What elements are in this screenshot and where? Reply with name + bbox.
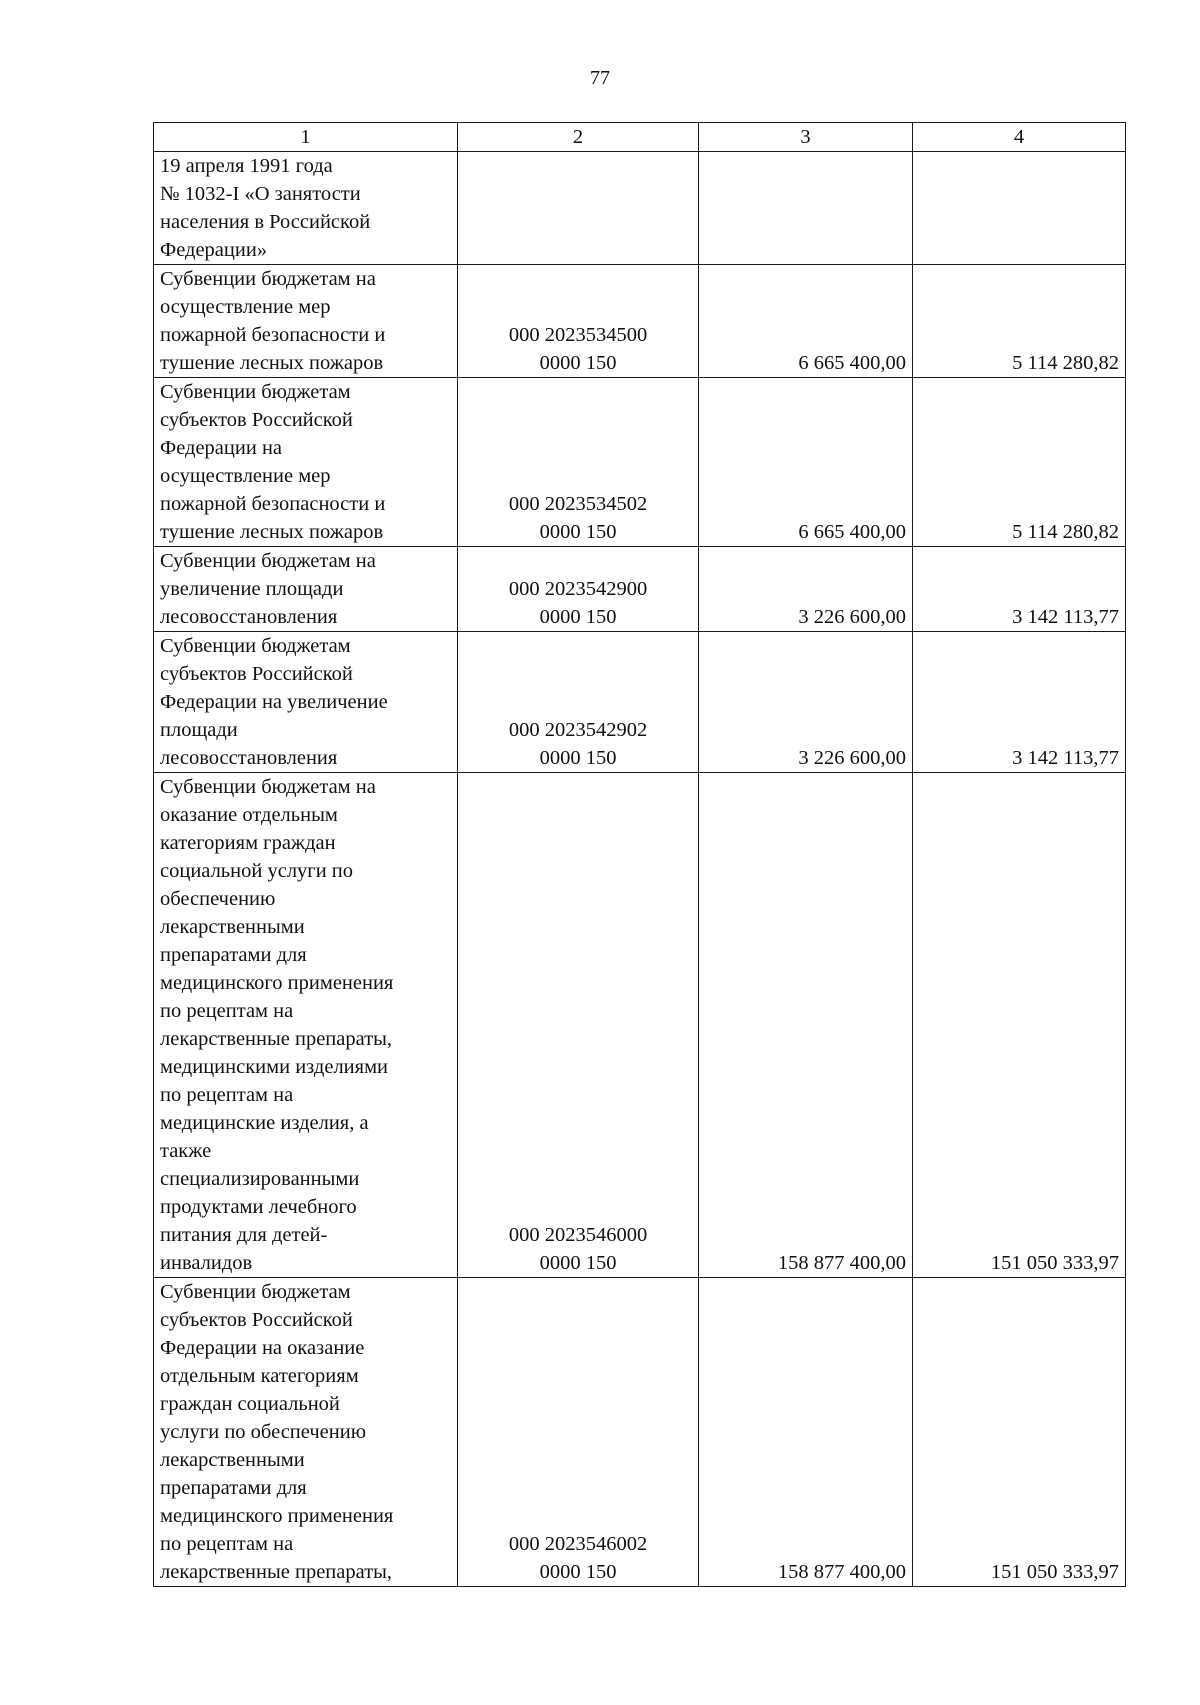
row-plan-cell: 158 877 400,00 — [699, 773, 913, 1278]
row-name-cell: Субвенции бюджетам субъектов Российской Федерации на осуществление мер пожарной безопасности и тушение лесных пожаров — [154, 378, 458, 547]
table-header-row — [154, 123, 1126, 152]
row-code-cell — [458, 152, 699, 265]
row-fact-cell: 5 114 280,82 — [913, 378, 1126, 547]
row-plan-cell: 6 665 400,00 — [699, 378, 913, 547]
column-header-1: 1 — [154, 123, 458, 152]
row-plan-cell — [699, 152, 913, 265]
column-header-2: 2 — [458, 123, 699, 152]
row-name-cell: Субвенции бюджетам субъектов Российской Федерации на увеличение площади лесовосстановления — [154, 632, 458, 773]
row-fact-cell: 5 114 280,82 — [913, 265, 1126, 378]
row-plan-cell: 3 226 600,00 — [699, 547, 913, 632]
table-row — [154, 378, 1126, 547]
row-name-cell: Субвенции бюджетам субъектов Российской Федерации на оказание отдельным категориям граждан социальной услуги по обеспечению лекарственными препаратами для медицинского применения по рецептам на лекарственные препараты, — [154, 1278, 458, 1587]
row-code-cell: 000 2023542902 0000 150 — [458, 632, 699, 773]
column-header-3: 3 — [699, 123, 913, 152]
row-name-cell: Субвенции бюджетам на оказание отдельным категориям граждан социальной услуги по обеспечению лекарственными препаратами для медицинского применения по рецептам на лекарственные препараты, медицинскими изделиями по рецептам на медицинские изделия, а также специализированными продуктами лечебного питания для детей- инвалидов — [154, 773, 458, 1278]
table-row — [154, 152, 1126, 265]
table-row — [154, 547, 1126, 632]
row-fact-cell: 3 142 113,77 — [913, 547, 1126, 632]
row-plan-cell: 3 226 600,00 — [699, 632, 913, 773]
table-row — [154, 773, 1126, 1278]
column-header-4: 4 — [913, 123, 1126, 152]
row-code-cell: 000 2023534502 0000 150 — [458, 378, 699, 547]
row-fact-cell: 151 050 333,97 — [913, 1278, 1126, 1587]
budget-table — [153, 122, 1126, 1587]
row-name-cell: Субвенции бюджетам на увеличение площади лесовосстановления — [154, 547, 458, 632]
page-number: 77 — [590, 67, 610, 89]
row-fact-cell: 151 050 333,97 — [913, 773, 1126, 1278]
row-fact-cell — [913, 152, 1126, 265]
row-name-cell: 19 апреля 1991 года № 1032-I «О занятости населения в Российской Федерации» — [154, 152, 458, 265]
row-fact-cell: 3 142 113,77 — [913, 632, 1126, 773]
row-plan-cell: 158 877 400,00 — [699, 1278, 913, 1587]
row-code-cell: 000 2023546000 0000 150 — [458, 773, 699, 1278]
row-code-cell: 000 2023542900 0000 150 — [458, 547, 699, 632]
row-code-cell: 000 2023546002 0000 150 — [458, 1278, 699, 1587]
row-name-cell: Субвенции бюджетам на осуществление мер пожарной безопасности и тушение лесных пожаров — [154, 265, 458, 378]
table-row — [154, 1278, 1126, 1587]
table-row — [154, 632, 1126, 773]
row-code-cell: 000 2023534500 0000 150 — [458, 265, 699, 378]
row-plan-cell: 6 665 400,00 — [699, 265, 913, 378]
table-row — [154, 265, 1126, 378]
